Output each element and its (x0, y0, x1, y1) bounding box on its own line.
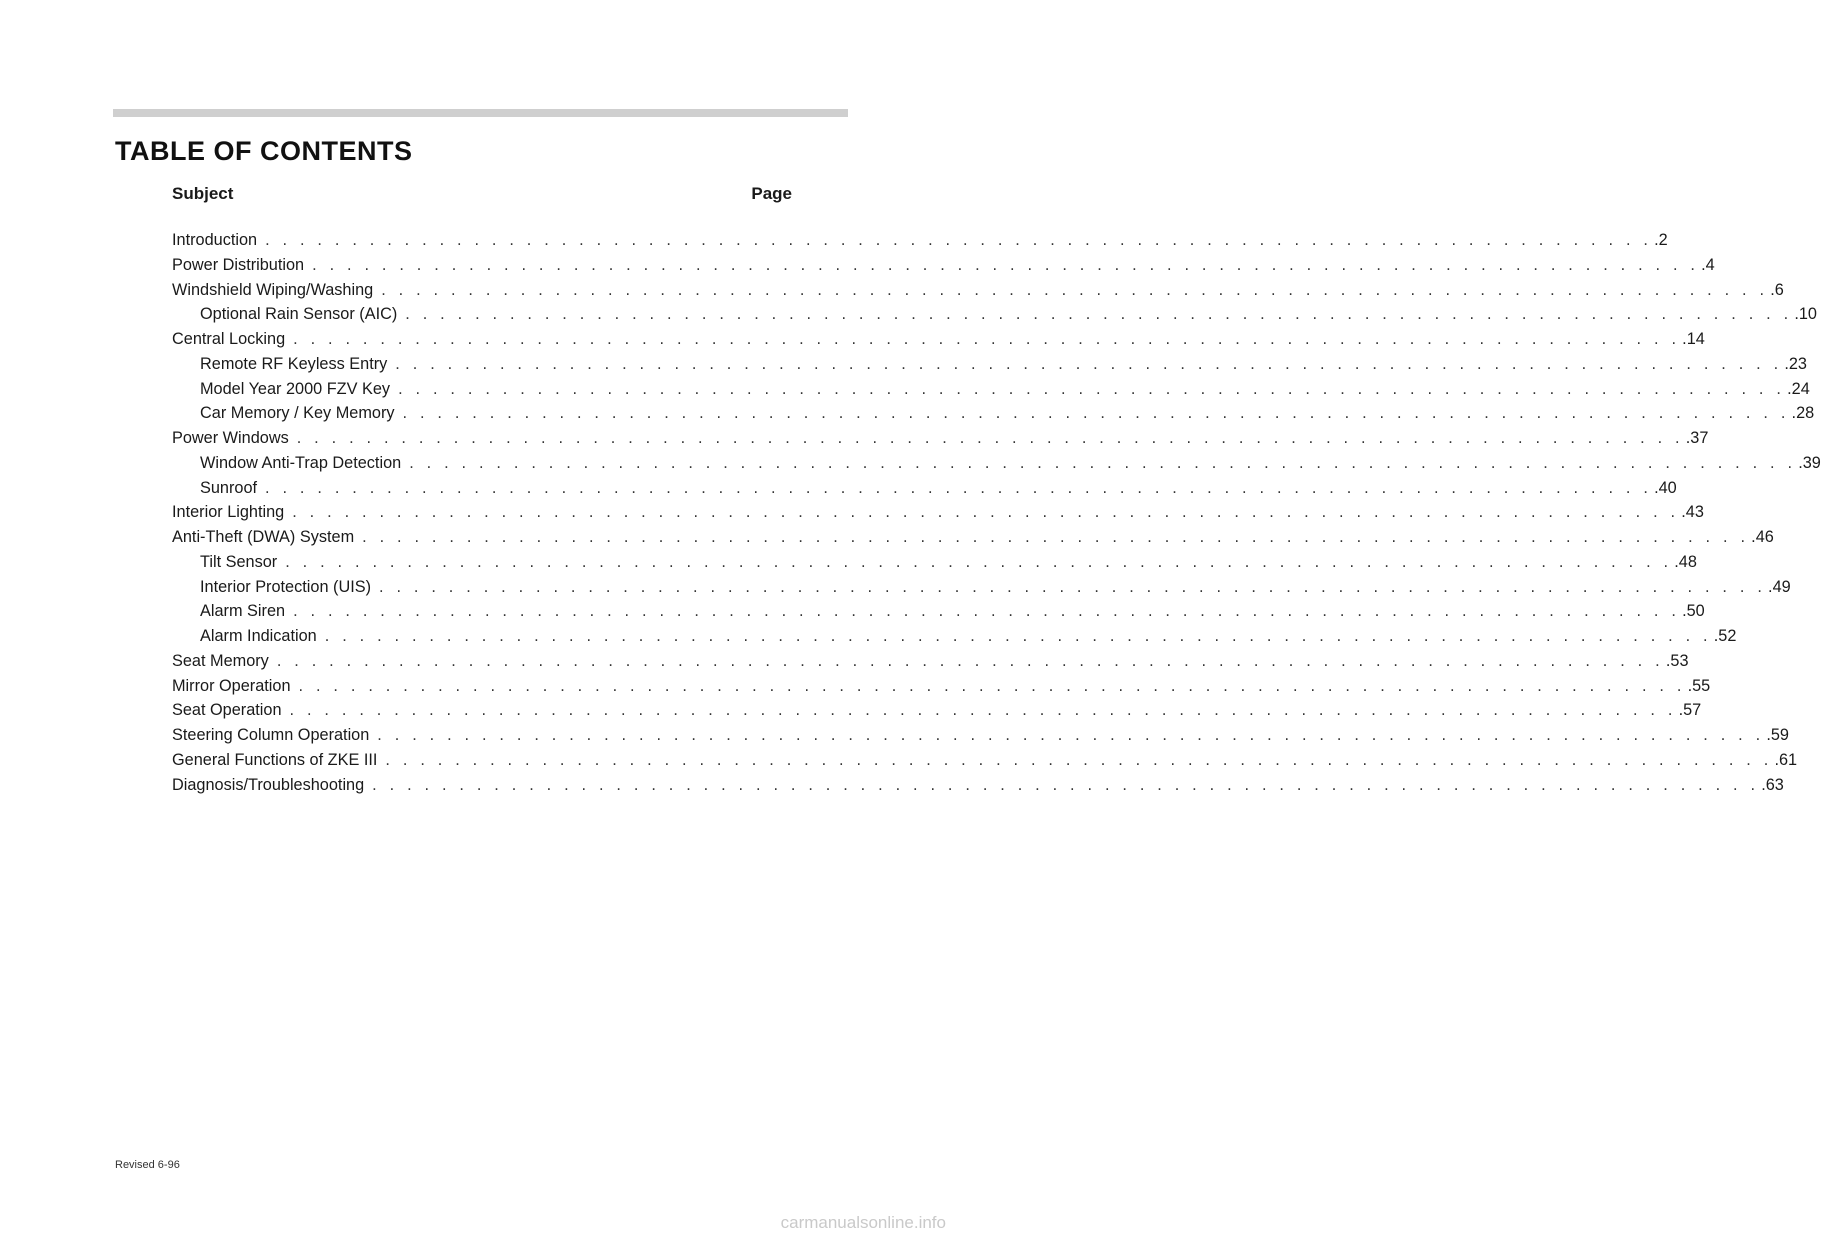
toc-entry[interactable] (172, 525, 1774, 550)
dot-leader: . . . . . . . . . . . . . . . . . . . . . . . . . . . . . . . . . . . . . . . . . . . . . . . . . . . . . . . . . . . . . . . . . . . . . . . . . . . . . . . . (292, 503, 1680, 522)
toc-entry-label: Diagnosis/Troubleshooting (172, 775, 365, 794)
toc-entry-label: Seat Operation (172, 701, 282, 720)
toc-entry[interactable] (172, 575, 1791, 600)
toc-entry-label: Model Year 2000 FZV Key (200, 379, 391, 398)
toc-entry[interactable] (172, 352, 1807, 377)
toc-entry-page: .10 (1794, 305, 1817, 324)
toc-entry-label: Tilt Sensor (200, 552, 278, 571)
toc-entry-page: .6 (1770, 280, 1784, 299)
dot-leader: . . . . . . . . . . . . . . . . . . . . . . . . . . . . . . . . . . . . . . . . . . . . . . . . . . . . . . . . . . . . . . . . . . . . . . . . . . . . . . . . (293, 330, 1681, 348)
toc-entry-label: Windshield Wiping/Washing (172, 280, 374, 299)
dot-leader: . . . . . . . . . . . . . . . . . . . . . . . . . . . . . . . . . . . . . . . . . . . . . . . . . . . . . . . . . . . . . . . . . . . . . . . . . . . . . . . . (398, 379, 1786, 398)
toc-entry[interactable] (172, 599, 1705, 624)
toc-entry-page: .2 (1654, 231, 1668, 249)
toc-entry[interactable] (172, 253, 1715, 278)
toc-entry-page: .53 (1665, 651, 1689, 670)
toc-entry[interactable] (172, 649, 1689, 674)
toc-entry[interactable] (172, 773, 1784, 798)
toc-entry-page: .4 (1701, 255, 1715, 274)
dot-leader: . . . . . . . . . . . . . . . . . . . . . . . . . . . . . . . . . . . . . . . . . . . . . . . . . . . . . . . . . . . . . . . . . . . . . . . . . . . . . . . . (409, 453, 1797, 472)
toc-entry-page: .52 (1713, 627, 1737, 645)
dot-leader: . . . . . . . . . . . . . . . . . . . . . . . . . . . . . . . . . . . . . . . . . . . . . . . . . . . . . . . . . . . . . . . . . . . . . . . . . . . . . . . . (379, 577, 1767, 596)
toc-entry-page: .14 (1682, 330, 1705, 348)
dot-leader: . . . . . . . . . . . . . . . . . . . . . . . . . . . . . . . . . . . . . . . . . . . . . . . . . . . . . . . . . . . . . . . . . . . . . . . . . . . . . . . . (265, 478, 1653, 497)
toc-entry-page: .55 (1687, 676, 1711, 695)
subject-column-header: Subject (172, 184, 234, 203)
dot-leader: . . . . . . . . . . . . . . . . . . . . . . . . . . . . . . . . . . . . . . . . . . . . . . . . . . . . . . . . . . . . . . . . . . . . . . . . . . . . . . . . (395, 354, 1783, 373)
toc-entry-page: .24 (1787, 379, 1810, 398)
toc-entry[interactable] (172, 327, 1705, 352)
toc-entry-page: .61 (1774, 750, 1798, 769)
toc-entry[interactable] (172, 451, 1821, 476)
toc-entry-label: Interior Lighting (172, 503, 285, 522)
toc-entry-label: Window Anti-Trap Detection (200, 453, 402, 472)
dot-leader: . . . . . . . . . . . . . . . . . . . . . . . . . . . . . . . . . . . . . . . . . . . . . . . . . . . . . . . . . . . . . . . . . . . . . . . . . . . . . . . . (377, 726, 1765, 744)
toc-entry[interactable] (172, 674, 1711, 699)
dot-leader: . . . . . . . . . . . . . . . . . . . . . . . . . . . . . . . . . . . . . . . . . . . . . . . . . . . . . . . . . . . . . . . . . . . . . . . . . . . . . . . . (265, 231, 1653, 249)
toc-entry[interactable] (172, 426, 1709, 451)
toc-entry[interactable] (172, 302, 1817, 327)
dot-leader: . . . . . . . . . . . . . . . . . . . . . . . . . . . . . . . . . . . . . . . . . . . . . . . . . . . . . . . . . . . . . . . . . . . . . . . . . . . . . . . . (289, 701, 1677, 720)
revision-note: Revised 6-96 (115, 1159, 180, 1171)
toc-entry-label: Steering Column Operation (172, 726, 370, 744)
page-title: TABLE OF CONTENTS (115, 136, 413, 166)
toc-entry[interactable] (172, 698, 1702, 723)
toc-entry[interactable] (172, 550, 1697, 575)
toc-entry-label: Interior Protection (UIS) (200, 577, 372, 596)
watermark: carmanualsonline.info (780, 1213, 946, 1232)
toc-entry-label: Central Locking (172, 330, 286, 348)
toc-entry-label: Anti-Theft (DWA) System (172, 528, 355, 546)
top-rule (113, 109, 848, 117)
toc-list (172, 228, 1821, 797)
toc-entry[interactable] (172, 377, 1810, 402)
dot-leader: . . . . . . . . . . . . . . . . . . . . . . . . . . . . . . . . . . . . . . . . . . . . . . . . . . . . . . . . . . . . . . . . . . . . . . . . . . . . . . . . (298, 676, 1686, 695)
toc-entry-label: Power Distribution (172, 255, 305, 274)
toc-entry[interactable] (172, 500, 1704, 525)
toc-entry-label: Optional Rain Sensor (AIC) (200, 305, 398, 324)
toc-entry[interactable] (172, 748, 1798, 773)
toc-entry[interactable] (172, 278, 1784, 303)
toc-entry-page: .43 (1681, 503, 1704, 522)
dot-leader: . . . . . . . . . . . . . . . . . . . . . . . . . . . . . . . . . . . . . . . . . . . . . . . . . . . . . . . . . . . . . . . . . . . . . . . . . . . . . . . . (324, 627, 1712, 645)
toc-entry-label: Power Windows (172, 429, 289, 447)
toc-entry-page: .63 (1761, 775, 1784, 794)
toc-entry-page: .40 (1654, 478, 1677, 497)
toc-entry[interactable] (172, 401, 1815, 426)
toc-entry-page: .37 (1685, 429, 1709, 447)
toc-entry-label: Alarm Indication (200, 627, 317, 645)
toc-entry-page: .23 (1784, 354, 1807, 373)
toc-entry-label: Introduction (172, 231, 258, 249)
toc-entry[interactable] (172, 228, 1668, 253)
toc-entry-label: Mirror Operation (172, 676, 291, 695)
dot-leader: . . . . . . . . . . . . . . . . . . . . . . . . . . . . . . . . . . . . . . . . . . . . . . . . . . . . . . . . . . . . . . . . . . . . . . . . . . . . . . . . (385, 750, 1773, 769)
dot-leader: . . . . . . . . . . . . . . . . . . . . . . . . . . . . . . . . . . . . . . . . . . . . . . . . . . . . . . . . . . . . . . . . . . . . . . . . . . . . . . . . (381, 280, 1769, 299)
toc-entry[interactable] (172, 476, 1677, 501)
toc-entry-page: .50 (1682, 602, 1705, 621)
dot-leader: . . . . . . . . . . . . . . . . . . . . . . . . . . . . . . . . . . . . . . . . . . . . . . . . . . . . . . . . . . . . . . . . . . . . . . . . . . . . . . . . (285, 552, 1673, 571)
toc-entry-page: .59 (1766, 726, 1789, 744)
page-column-header: Page (751, 184, 792, 203)
toc-entry-label: General Functions of ZKE III (172, 750, 378, 769)
toc-entry[interactable] (172, 723, 1789, 748)
dot-leader: . . . . . . . . . . . . . . . . . . . . . . . . . . . . . . . . . . . . . . . . . . . . . . . . . . . . . . . . . . . . . . . . . . . . . . . . . . . . . . . . (402, 404, 1790, 423)
dot-leader: . . . . . . . . . . . . . . . . . . . . . . . . . . . . . . . . . . . . . . . . . . . . . . . . . . . . . . . . . . . . . . . . . . . . . . . . . . . . . . . . (405, 305, 1793, 324)
toc-entry-label: Sunroof (200, 478, 258, 497)
toc-entry-page: .57 (1678, 701, 1702, 720)
toc-entry-page: .48 (1674, 552, 1697, 571)
toc-entry-label: Alarm Siren (200, 602, 286, 621)
dot-leader: . . . . . . . . . . . . . . . . . . . . . . . . . . . . . . . . . . . . . . . . . . . . . . . . . . . . . . . . . . . . . . . . . . . . . . . . . . . . . . . . (372, 775, 1760, 794)
toc-entry-page: .46 (1751, 528, 1774, 546)
toc-entry-page: .39 (1798, 453, 1821, 472)
toc-entry-page: .28 (1791, 404, 1815, 423)
dot-leader: . . . . . . . . . . . . . . . . . . . . . . . . . . . . . . . . . . . . . . . . . . . . . . . . . . . . . . . . . . . . . . . . . . . . . . . . . . . . . . . . (362, 528, 1750, 546)
dot-leader: . . . . . . . . . . . . . . . . . . . . . . . . . . . . . . . . . . . . . . . . . . . . . . . . . . . . . . . . . . . . . . . . . . . . . . . . . . . . . . . . (276, 651, 1664, 670)
dot-leader: . . . . . . . . . . . . . . . . . . . . . . . . . . . . . . . . . . . . . . . . . . . . . . . . . . . . . . . . . . . . . . . . . . . . . . . . . . . . . . . . (296, 429, 1684, 447)
toc-entry-page: .49 (1768, 577, 1791, 596)
toc-entry[interactable] (172, 624, 1737, 649)
dot-leader: . . . . . . . . . . . . . . . . . . . . . . . . . . . . . . . . . . . . . . . . . . . . . . . . . . . . . . . . . . . . . . . . . . . . . . . . . . . . . . . . (293, 602, 1681, 621)
toc-entry-label: Remote RF Keyless Entry (200, 354, 388, 373)
toc-entry-label: Car Memory / Key Memory (200, 404, 395, 423)
toc-entry-label: Seat Memory (172, 651, 269, 670)
dot-leader: . . . . . . . . . . . . . . . . . . . . . . . . . . . . . . . . . . . . . . . . . . . . . . . . . . . . . . . . . . . . . . . . . . . . . . . . . . . . . . . . (312, 255, 1700, 274)
